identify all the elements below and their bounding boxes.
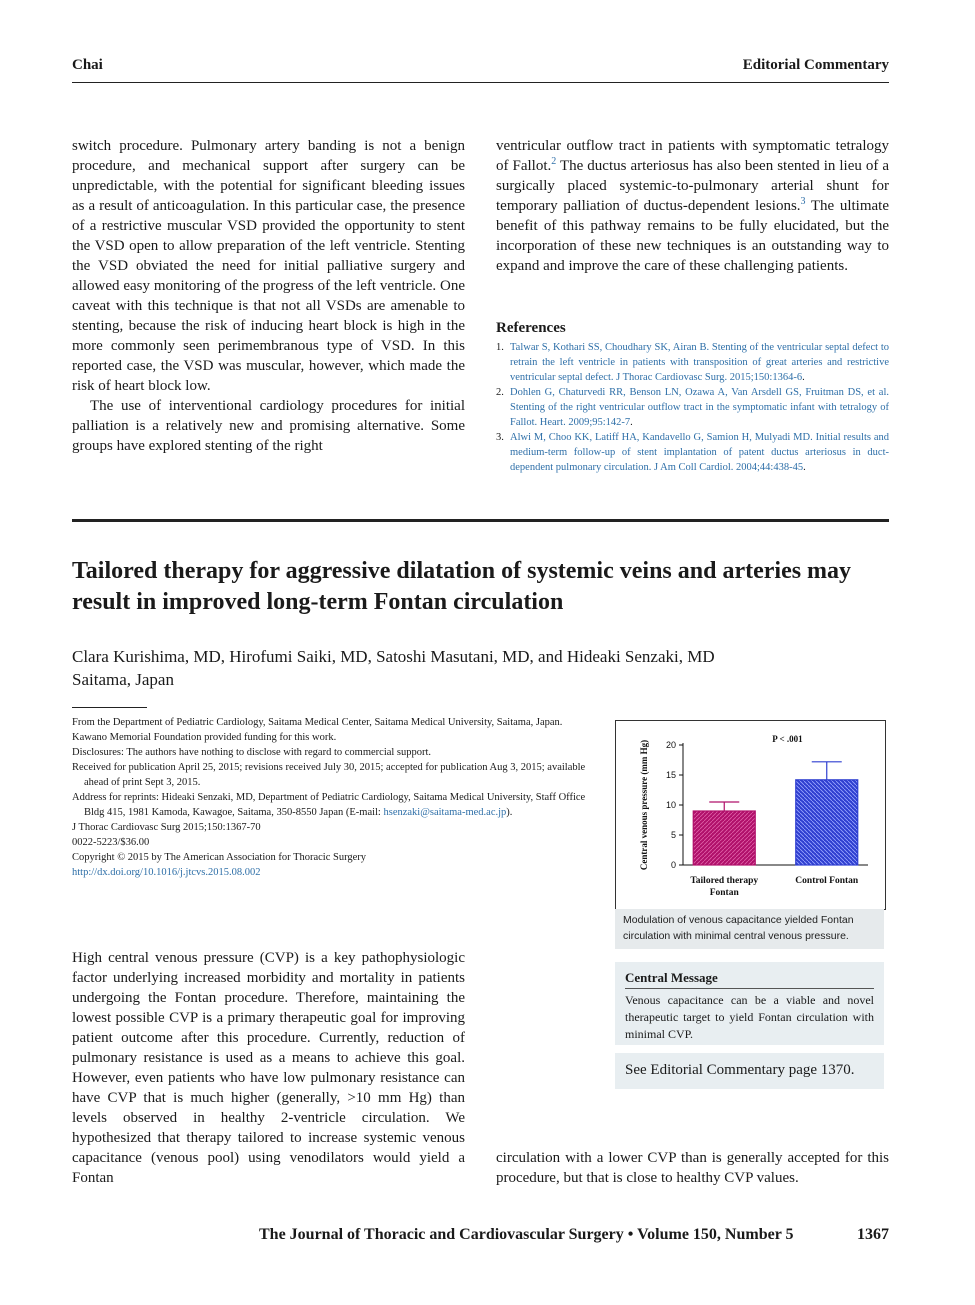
y-tick-label: 20 [665, 740, 676, 750]
affiliation-note: From the Department of Pediatric Cardiology, Saitama Medical Center, Saitama Medical University, Saitama, Japan. [72, 717, 563, 728]
article-footnotes [72, 715, 595, 880]
copyright-note: Copyright © 2015 by The American Association for Thoracic Surgery [72, 852, 367, 863]
y-tick-label: 10 [665, 800, 676, 810]
references-heading: References [496, 320, 566, 336]
footnote-divider [72, 707, 147, 708]
citation-note: J Thorac Cardiovasc Surg 2015;150:1367-70 [72, 822, 261, 833]
reference-item[interactable]: 1. Talwar S, Kothari SS, Choudhary SK, Airan B. Stenting of the ventricular septal defect to retrain the left ventricle in patients with transposition of great arteries and restrictive ventricular septal defect. J Thorac Cardiovasc Surg. 2015;150:1364-6. [496, 342, 889, 383]
y-tick-label: 15 [665, 770, 676, 780]
y-axis-label: Central venous pressure (mm Hg) [639, 739, 649, 871]
figure-caption: Modulation of venous capacitance yielded Fontan circulation with minimal central venous pressure. [615, 909, 884, 949]
reprints-note: Address for reprints: Hideaki Senzaki, MD, Department of Pediatric Cardiology, Saitama Medical University, Staff Office Bldg 415, 1981 Kamoda, Kawagoe, Saitama, 350-8550 Japan (E-mail: hsenzaki@saitama-med.ac.jp). [72, 792, 586, 818]
received-note: Received for publication April 25, 2015; revisions received July 30, 2015; accepted for publication Aug 3, 2015; available ahead of print Sept 3, 2015. [72, 762, 586, 788]
central-message-box [615, 962, 884, 1045]
x-category-label: Tailored therapy [690, 876, 759, 886]
author-list: Clara Kurishima, MD, Hirofumi Saiki, MD, Satoshi Masutani, MD, and Hideaki Senzaki, MD [72, 647, 715, 666]
central-message-title: Central Message [625, 970, 718, 985]
references-list [496, 340, 889, 475]
bar-control [796, 780, 858, 865]
citation-link[interactable]: 2 [551, 156, 557, 167]
central-message-divider [625, 988, 874, 989]
significance-annotation: P < .001 [772, 734, 803, 744]
y-tick-label: 5 [670, 830, 676, 840]
author-location: Saitama, Japan [72, 670, 174, 689]
central-message-body: Venous capacitance can be a viable and novel therapeutic target to yield Fontan circulation with minimal CVP. [625, 993, 874, 1041]
x-category-label: Fontan [709, 888, 739, 898]
body-paragraph: High central venous pressure (CVP) is a key pathophysiologic factor underlying increased morbidity and mortality in patients undergoing the Fontan procedure. Therefore, maintaining the lowest possible CVP is a primary therapeutic goal for improving patient outcome after this procedure. Currently, reduction of pulmonary resistance is used as a means to achieve this goal. However, even patients who have low pulmonary resistance can have CVP that is much higher (generally, >10 mm Hg) than levels observed in healthy 2-ventricle circulation. We hypothesized that therapy tailored to increase systemic venous capacitance (venous pool) using venodilators would yield a Fontan [72, 950, 465, 1186]
see-commentary-link[interactable]: See Editorial Commentary page 1370. [615, 1053, 884, 1089]
email-link[interactable]: hsenzaki@saitama-med.ac.jp [383, 807, 507, 818]
journal-footer: The Journal of Thoracic and Cardiovascular Surgery • Volume 150, Number 5 [259, 1226, 794, 1243]
citation-link[interactable]: 3 [800, 196, 806, 207]
commentary-paragraph: The use of interventional cardiology procedures for initial palliation is a relatively new and promising alternative. Some groups have explored stenting of the right [72, 398, 465, 454]
commentary-left-column [72, 136, 465, 456]
central-picture-figure [615, 720, 886, 910]
bar-tailored-therapy [693, 811, 755, 865]
reference-item[interactable]: 2. Dohlen G, Chaturvedi RR, Benson LN, Ozawa A, Van Arsdell GS, Fruitman DS, et al. Stenting of the right ventricular outflow tract in the symptomatic infant with tetralogy of Fallot. Heart. 2009;95:142-7. [496, 387, 889, 428]
header-divider [72, 82, 889, 83]
x-category-label: Control Fontan [795, 876, 859, 886]
cvp-bar-chart [616, 721, 885, 909]
disclosure-note: Disclosures: The authors have nothing to disclose with regard to commercial support. [72, 747, 432, 758]
article-title: Tailored therapy for aggressive dilatation of systemic veins and arteries may result in improved long-term Fontan circulation [72, 558, 852, 615]
article-divider [72, 519, 889, 522]
reference-item[interactable]: 3. Alwi M, Choo KK, Latiff HA, Kandavello G, Samion H, Mulyadi MD. Initial results and medium-term follow-up of stent implantation of patent ductus arteriosus in duct-dependent pulmonary circulation. J Am Coll Cardiol. 2004;44:438-45. [496, 432, 889, 473]
body-right-column [496, 1148, 889, 1188]
funding-note: Kawano Memorial Foundation provided funding for this work. [72, 732, 337, 743]
running-head-section: Editorial Commentary [742, 57, 889, 73]
doi-link[interactable]: http://dx.doi.org/10.1016/j.jtcvs.2015.08.002 [72, 867, 261, 878]
body-paragraph: circulation with a lower CVP than is generally accepted for this procedure, but that is close to healthy CVP values. [496, 1150, 889, 1186]
article-authors-block [72, 645, 715, 691]
commentary-paragraph: ventricular outflow tract in patients with symptomatic tetralogy of Fallot.$^2$ The ductus arteriosus has also been stented in lieu of a surgically placed systemic-to-pulmonary arterial shunt for temporary palliation of ductus-dependent lesions.$^3$ The ultimate benefit of this pathway remains to be fully elucidated, but the incorporation of these new techniques is an outstanding way to expand and improve the care of these challenging patients. [496, 138, 889, 274]
page-number: 1367 [857, 1226, 889, 1243]
commentary-paragraph: switch procedure. Pulmonary artery banding is not a benign procedure, and mechanical support after surgery can be unpredictable, with the potential for significant bleeding issues as a result of anticoagulation. In this particular case, the presence of a restrictive muscular VSD provided the opportunity to stent the VSD open to allow preparation of the left ventricle. Stenting the VSD obviated the need for initial palliative surgery and allowed easy monitoring of the progress of the left ventricle. One caveat with this technique is that not all VSDs are amenable to stenting, because the risk of inducing heart block is high in the more commonly seen perimembranous type of VSD. In this reported case, the VSD was muscular, however, which made the risk of heart block low. [72, 138, 465, 394]
running-head-author: Chai [72, 57, 103, 73]
y-tick-label: 0 [670, 860, 676, 870]
issn-note: 0022-5223/$36.00 [72, 837, 150, 848]
body-left-column [72, 948, 465, 1188]
commentary-right-column [496, 136, 889, 276]
